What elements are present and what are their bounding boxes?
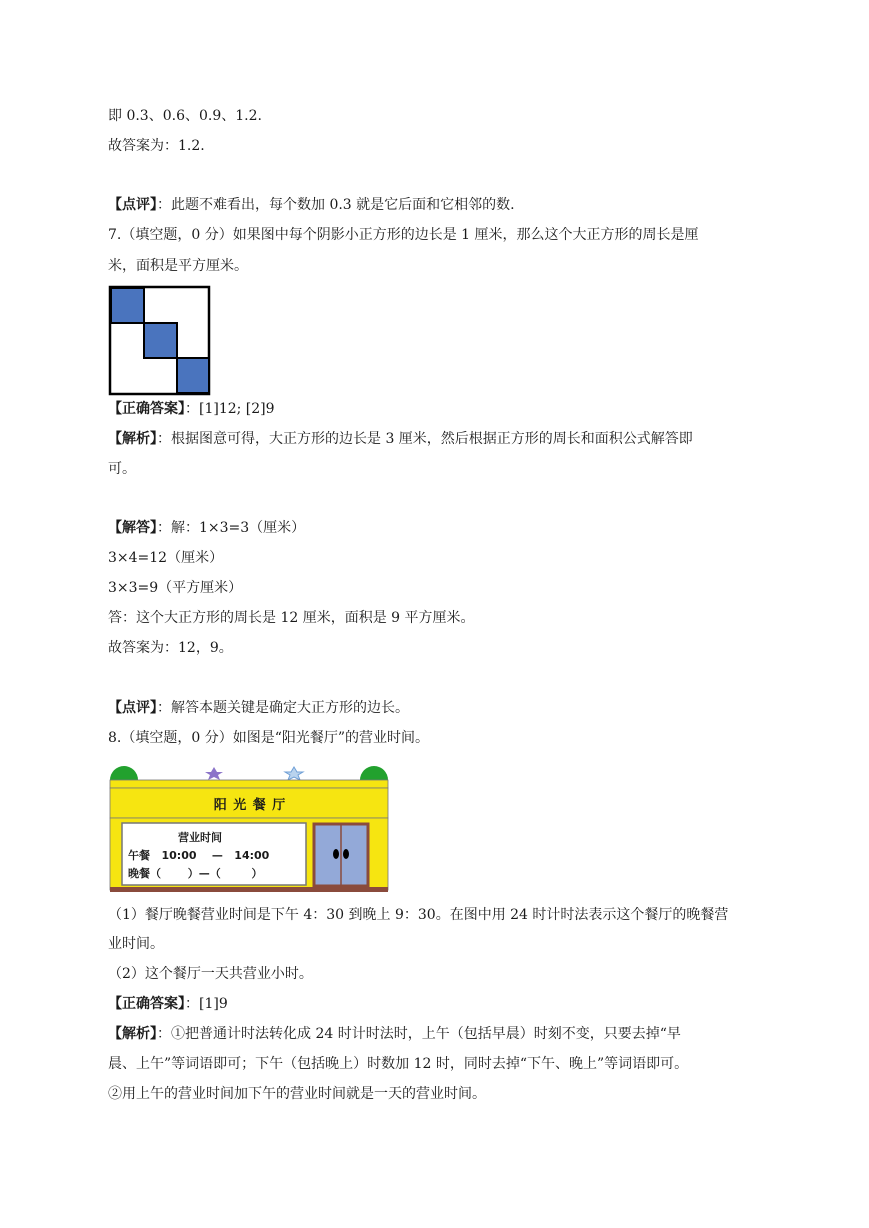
answer-text: ：[1]9: [185, 996, 228, 1012]
q7-square-figure: [108, 285, 212, 397]
q7-stem-line1: 7.（填空题，0 分）如果图中每个阴影小正方形的边长是 1 厘米，那么这个大正方形的周长是厘: [108, 227, 699, 243]
answer-label: 【正确答案】: [108, 996, 185, 1012]
q6-review: [108, 195, 515, 215]
restaurant-sign: 阳 光 餐 厅: [213, 798, 287, 813]
q8-sub2: （2）这个餐厅一天共营业小时。: [108, 966, 313, 982]
solution-text: ：解：1×3=3（厘米）: [157, 520, 306, 536]
analysis-label: 【解析】: [108, 431, 157, 447]
left-dome-icon: [110, 766, 138, 780]
q7-analysis-line2: 可。: [108, 461, 136, 477]
answer-text: ：[1]12; [2]9: [185, 401, 275, 417]
star-icon-2: [285, 767, 303, 780]
review-label: 【点评】: [108, 197, 157, 213]
hours-title: 营业时间: [178, 831, 222, 844]
q7-final-answer: 故答案为：12，9。: [108, 640, 233, 656]
star-icon-1: [205, 767, 223, 780]
restaurant-figure: [108, 758, 392, 894]
q8-sub1-line1: （1）餐厅晚餐营业时间是下午 4：30 到晚上 9：30。在图中用 24 时计时法表示这个餐厅的晚餐营: [108, 907, 729, 923]
review-label: 【点评】: [108, 700, 157, 716]
q8-analysis-line2: 晨、上午”等词语即可；下午（包括晚上）时数加 12 时，同时去掉“下午、晚上”等词语即可。: [108, 1056, 689, 1072]
shaded-square-2: [144, 323, 177, 358]
q7-analysis-line1: [108, 429, 693, 449]
q8-stem: 8.（填空题，0 分）如图是“阳光餐厅”的营业时间。: [108, 730, 430, 746]
q7-review: [108, 698, 409, 718]
q7-answer: [108, 399, 275, 419]
review-text: ：解答本题关键是确定大正方形的边长。: [157, 700, 409, 716]
q7-stem-line2: 米，面积是平方厘米。: [108, 258, 248, 274]
analysis-label: 【解析】: [108, 1026, 157, 1042]
q8-analysis-line1: [108, 1024, 681, 1044]
q7-step2: 3×4=12（厘米）: [108, 550, 224, 566]
door-handle-right: [343, 849, 349, 859]
q8-answer: [108, 994, 228, 1014]
door-handle-left: [333, 849, 339, 859]
review-text: ：此题不难看出，每个数加 0.3 就是它后面和它相邻的数.: [157, 197, 515, 213]
shaded-square-1: [111, 288, 144, 323]
q8-analysis-line3: ②用上午的营业时间加下午的营业时间就是一天的营业时间。: [108, 1086, 486, 1102]
q7-solution: [108, 518, 305, 538]
lunch-hours: 午餐 10:00 — 14:00: [128, 849, 270, 862]
q8-sub1-line2: 业时间。: [108, 936, 164, 952]
analysis-text: ：①把普通计时法转化成 24 时计时法时，上午（包括早晨）时刻不变，只要去掉“早: [157, 1026, 681, 1042]
dinner-hours: 晚餐（ ）—（ ）: [128, 867, 263, 880]
q6-answer-line: 故答案为：1.2.: [108, 138, 205, 154]
analysis-text: ：根据图意可得，大正方形的边长是 3 厘米，然后根据正方形的周长和面积公式解答即: [157, 431, 693, 447]
q7-step3: 3×3=9（平方厘米）: [108, 580, 243, 596]
solution-label: 【解答】: [108, 520, 157, 536]
shaded-square-3: [177, 358, 209, 393]
answer-label: 【正确答案】: [108, 401, 185, 417]
q6-sequence-line: 即 0.3、0.6、0.9、1.2.: [108, 108, 262, 124]
right-dome-icon: [360, 766, 388, 780]
q7-conclusion: 答：这个大正方形的周长是 12 厘米，面积是 9 平方厘米。: [108, 610, 475, 626]
